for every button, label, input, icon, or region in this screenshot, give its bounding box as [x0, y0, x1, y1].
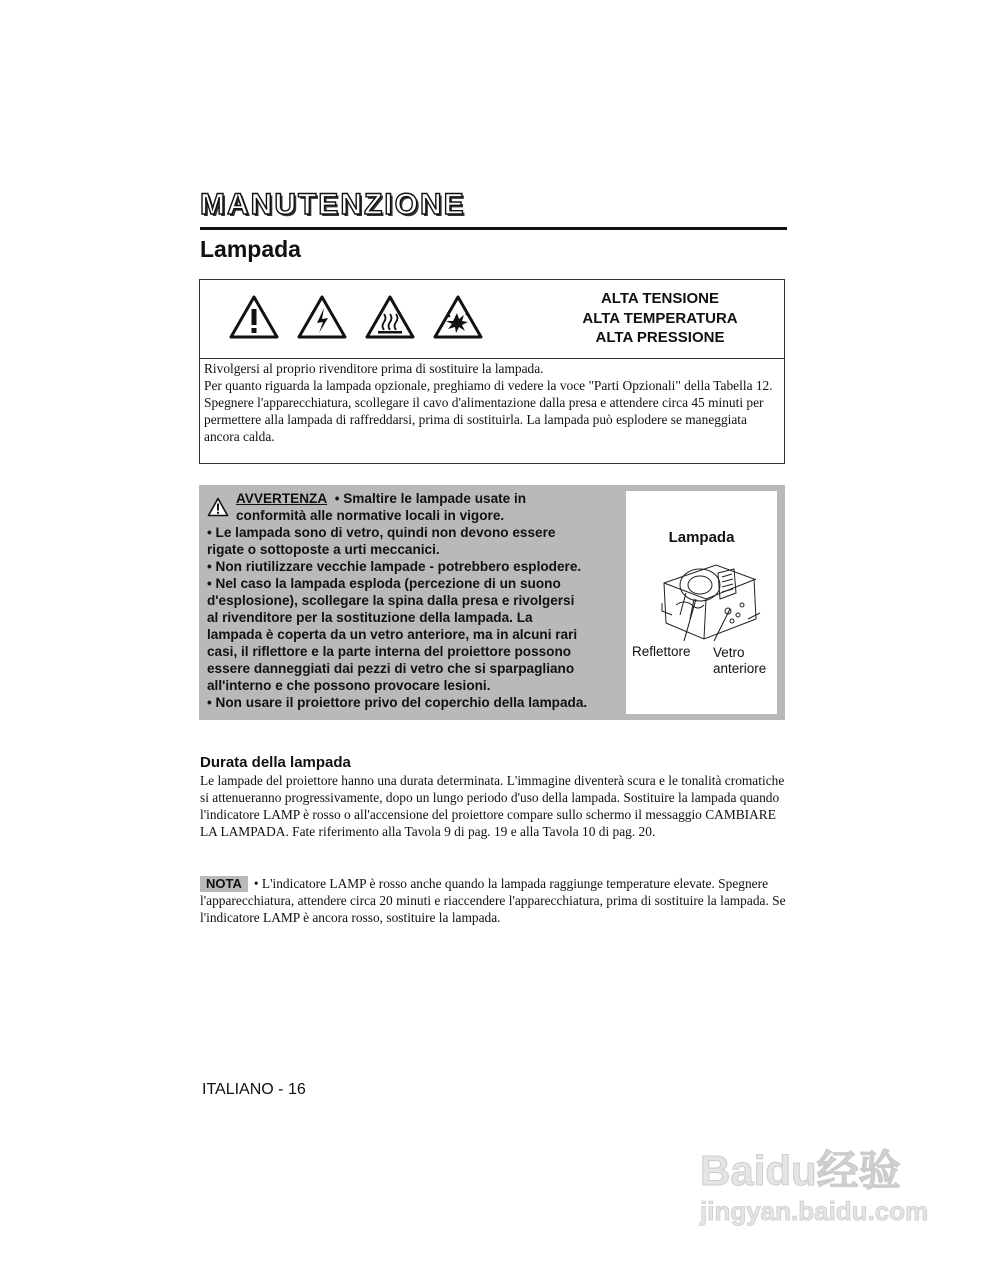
avvertenza-line: all'interno e che possono provocare lesioni. [207, 678, 491, 693]
note-badge: NOTA [200, 876, 248, 892]
front-glass-label: anteriore [713, 661, 767, 676]
avvertenza-line: d'esplosione), scollegare la spina dalla presa e rivolgersi [207, 593, 575, 608]
page-footer: ITALIANO - 16 [202, 1081, 306, 1098]
explosion-icon [432, 294, 484, 340]
avvertenza-line-text: • Smaltire le lampade usate in [334, 491, 527, 506]
watermark-url: jingyan.baidu.com [700, 1196, 929, 1226]
avvertenza-line: • Non riutilizzare vecchie lampade - potrebbero esplodere. [207, 559, 582, 574]
watermark-brand: Baidu经验 [700, 1147, 901, 1194]
hazard-paragraph: Per quanto riguarda la lampada opzionale, preghiamo di vedere la voce "Parti Opzionali" della Tabella 12. [204, 378, 773, 393]
hazard-body [204, 360, 778, 445]
avvertenza-line: al rivenditore per la sostituzione della lampada. La [207, 610, 533, 625]
note-block [200, 875, 790, 926]
lamp-life-title: Durata della lampada [200, 754, 351, 771]
hazard-box [199, 279, 785, 464]
reflector-label: Reflettore [632, 644, 691, 659]
avvertenza-line: essere danneggiati dai pezzi di vetro che si sparpagliano [207, 661, 575, 676]
watermark [700, 1130, 940, 1245]
hazard-lines [550, 289, 770, 348]
front-glass-label: Vetro [713, 645, 745, 660]
hazard-line: ALTA PRESSIONE [595, 329, 725, 346]
avvertenza-box [199, 485, 785, 720]
section-title: Lampada [200, 236, 301, 262]
electric-shock-icon [296, 294, 348, 340]
avvertenza-line: • Nel caso la lampada esploda (percezione di un suono [207, 576, 561, 591]
warning-icon [228, 294, 280, 340]
lamp-drawing [656, 553, 766, 643]
avvertenza-line: • Non usare il proiettore privo del coperchio della lampada. [207, 695, 588, 710]
hazard-paragraph: Spegnere l'apparecchiatura, scollegare il cavo d'alimentazione dalla presa e attendere circa 45 minuti per permettere alla lampada di raffreddarsi, prima di sostituirla. La lampada può esplodere se maneggiata ancora calda. [204, 395, 764, 444]
avvertenza-line: • Le lampada sono di vetro, quindi non devono essere [207, 525, 556, 540]
page-title: MANUTENZIONE [200, 188, 466, 221]
note-text: • L'indicatore LAMP è rosso anche quando la lampada raggiunge temperature elevate. Spegnere l'apparecchiatura, attendere circa 20 minuti e riaccendere l'apparecchiatura, prima di sostituire la lampada. Se l'indicatore LAMP è ancora rosso, sostituire la lampada. [200, 876, 786, 925]
avvertenza-line: rigate o sottoposte a urti meccanici. [207, 542, 440, 557]
lamp-figure [626, 491, 777, 714]
hazard-icons [228, 294, 484, 340]
title-rule [200, 227, 787, 230]
avvertenza-line: conformità alle normative locali in vigore. [236, 508, 505, 523]
avvertenza-text [207, 490, 617, 711]
avvertenza-line: casi, il riflettore e la parte interna del proiettore possono [207, 644, 572, 659]
hazard-line: ALTA TEMPERATURA [582, 309, 738, 327]
hazard-line: ALTA TENSIONE [600, 290, 720, 307]
hazard-header [200, 280, 784, 359]
hazard-paragraph: Rivolgersi al proprio rivenditore prima di sostituire la lampada. [204, 361, 544, 376]
lamp-figure-title: Lampada [668, 529, 735, 546]
avvertenza-label: AVVERTENZA [236, 491, 328, 506]
lamp-life-body: Le lampade del proiettore hanno una durata determinata. L'immagine diventerà scura e le tonalità cromatiche si attenueranno progressivamente, dopo un lungo periodo d'uso della lampada. Sostituire la lampada quando l'indicatore LAMP è rosso o all'accensione del proiettore compare sullo schermo il messaggio CAMBIARE LA LAMPADA. Fate riferimento alla Tavola 9 di pag. 19 e alla Tavola 10 di pag. 20. [200, 773, 785, 839]
avvertenza-line: lampada è coperta da un vetro anteriore, ma in alcuni rari [207, 627, 578, 642]
hot-surface-icon [364, 294, 416, 340]
avvertenza-line [207, 490, 617, 507]
